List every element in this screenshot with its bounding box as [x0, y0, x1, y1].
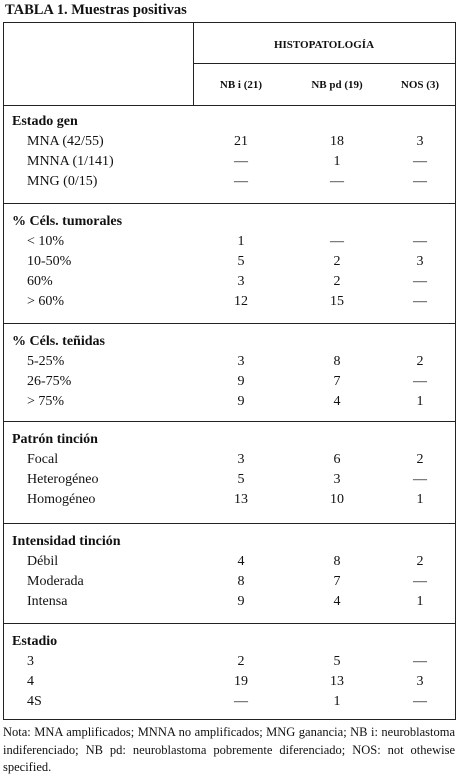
cell-nos: — [413, 472, 427, 487]
cell-nb-i: 3 [237, 354, 245, 369]
section-title: Estado gen [12, 114, 78, 129]
table-row [4, 174, 455, 194]
cell-nb-i: 8 [237, 574, 245, 589]
column-header-nb-pd: NB pd (19) [311, 79, 363, 91]
cell-nb-i: 19 [234, 674, 248, 689]
table-row [4, 394, 455, 414]
cell-nb-pd: 6 [333, 452, 341, 467]
section-title: Estadio [12, 634, 58, 649]
cell-nb-pd: 2 [333, 274, 341, 289]
cell-nos: 1 [416, 594, 424, 609]
cell-nos: 2 [416, 554, 424, 569]
cell-nb-pd: 2 [333, 254, 341, 269]
table-row [4, 154, 455, 174]
table-row [4, 574, 455, 594]
section-separator [4, 421, 455, 422]
section-title: Intensidad tinción [12, 534, 121, 549]
section-separator [4, 523, 455, 524]
table-row [4, 274, 455, 294]
cell-nb-i: 3 [237, 452, 245, 467]
table-row [4, 294, 455, 314]
row-label: MNG (0/15) [27, 174, 98, 189]
row-label: 26-75% [27, 374, 72, 389]
section-separator [4, 323, 455, 324]
histopathology-header: HISTOPATOLOGÍA [273, 39, 375, 51]
cell-nos: — [413, 154, 427, 169]
header-subdivider [193, 63, 455, 64]
cell-nb-pd: 7 [333, 374, 341, 389]
table-row [4, 694, 455, 714]
row-label: 4 [27, 674, 34, 689]
cell-nb-pd: 8 [333, 554, 341, 569]
cell-nos: — [413, 694, 427, 709]
row-label: Heterogéneo [27, 472, 99, 487]
cell-nb-pd: 4 [333, 394, 341, 409]
cell-nb-i: — [234, 174, 248, 189]
cell-nos: 1 [416, 492, 424, 507]
row-label: 3 [27, 654, 34, 669]
cell-nb-pd: 3 [333, 472, 341, 487]
cell-nb-i: 21 [234, 134, 248, 149]
row-label: Moderada [27, 574, 84, 589]
cell-nos: — [413, 374, 427, 389]
cell-nb-i: 13 [234, 492, 248, 507]
table-row [4, 254, 455, 274]
row-label: Focal [27, 452, 59, 467]
cell-nb-pd: 1 [333, 694, 341, 709]
cell-nos: — [413, 234, 427, 249]
cell-nb-i: 9 [237, 394, 245, 409]
table-row [4, 374, 455, 394]
header-divider-vertical [193, 23, 194, 105]
cell-nb-pd: 18 [330, 134, 344, 149]
cell-nos: 3 [416, 674, 424, 689]
cell-nos: — [413, 174, 427, 189]
table-footnote: Nota: MNA amplificados; MNNA no amplificados; MNG ganancia; NB i: neuroblastoma indiferenciado; NB pd: neuroblastoma pobremente diferenciado; NOS: not othewise specified. [3, 725, 455, 774]
row-label: > 75% [27, 394, 65, 409]
row-label: < 10% [27, 234, 65, 249]
cell-nb-i: 12 [234, 294, 248, 309]
cell-nos: — [413, 654, 427, 669]
section-title: % Céls. tumorales [12, 214, 123, 229]
cell-nos: 3 [416, 254, 424, 269]
cell-nb-i: 2 [237, 654, 245, 669]
row-label: Intensa [27, 594, 68, 609]
cell-nos: — [413, 274, 427, 289]
cell-nb-i: 9 [237, 374, 245, 389]
cell-nb-pd: — [330, 234, 344, 249]
row-label: Homogéneo [27, 492, 96, 507]
row-label: 10-50% [27, 254, 72, 269]
table-row [4, 554, 455, 574]
table-row [4, 134, 455, 154]
cell-nb-i: 3 [237, 274, 245, 289]
cell-nos: 3 [416, 134, 424, 149]
row-label: MNA (42/55) [27, 134, 104, 149]
row-label: MNNA (1/141) [27, 154, 114, 169]
row-label: > 60% [27, 294, 65, 309]
table-caption: TABLA 1. Muestras positivas [5, 2, 187, 18]
cell-nb-pd: 8 [333, 354, 341, 369]
cell-nb-i: 4 [237, 554, 245, 569]
cell-nb-i: 1 [237, 234, 245, 249]
cell-nos: — [413, 294, 427, 309]
table-row [4, 452, 455, 472]
cell-nos: 1 [416, 394, 424, 409]
row-label: 4S [27, 694, 42, 709]
cell-nos: — [413, 574, 427, 589]
row-label: 5-25% [27, 354, 65, 369]
table-row [4, 594, 455, 614]
row-label: Débil [27, 554, 59, 569]
table-row [4, 492, 455, 512]
table-row [4, 472, 455, 492]
column-header-nos: NOS (3) [400, 79, 440, 91]
section-title: Patrón tinción [12, 432, 98, 447]
column-header-nb-i: NB i (21) [219, 79, 263, 91]
cell-nos: 2 [416, 354, 424, 369]
header-bottom-rule [4, 105, 455, 106]
cell-nb-i: — [234, 154, 248, 169]
cell-nos: 2 [416, 452, 424, 467]
cell-nb-pd: 10 [330, 492, 344, 507]
results-table [3, 22, 456, 720]
cell-nb-i: 5 [237, 472, 245, 487]
section-title: % Céls. teñidas [12, 334, 105, 349]
cell-nb-i: — [234, 694, 248, 709]
cell-nb-pd: — [330, 174, 344, 189]
table-row [4, 674, 455, 694]
cell-nb-i: 5 [237, 254, 245, 269]
cell-nb-i: 9 [237, 594, 245, 609]
cell-nb-pd: 4 [333, 594, 341, 609]
cell-nb-pd: 15 [330, 294, 344, 309]
table-row [4, 354, 455, 374]
cell-nb-pd: 7 [333, 574, 341, 589]
section-separator [4, 623, 455, 624]
table-row [4, 234, 455, 254]
section-separator [4, 203, 455, 204]
cell-nb-pd: 5 [333, 654, 341, 669]
row-label: 60% [27, 274, 53, 289]
table-row [4, 654, 455, 674]
cell-nb-pd: 1 [333, 154, 341, 169]
cell-nb-pd: 13 [330, 674, 344, 689]
